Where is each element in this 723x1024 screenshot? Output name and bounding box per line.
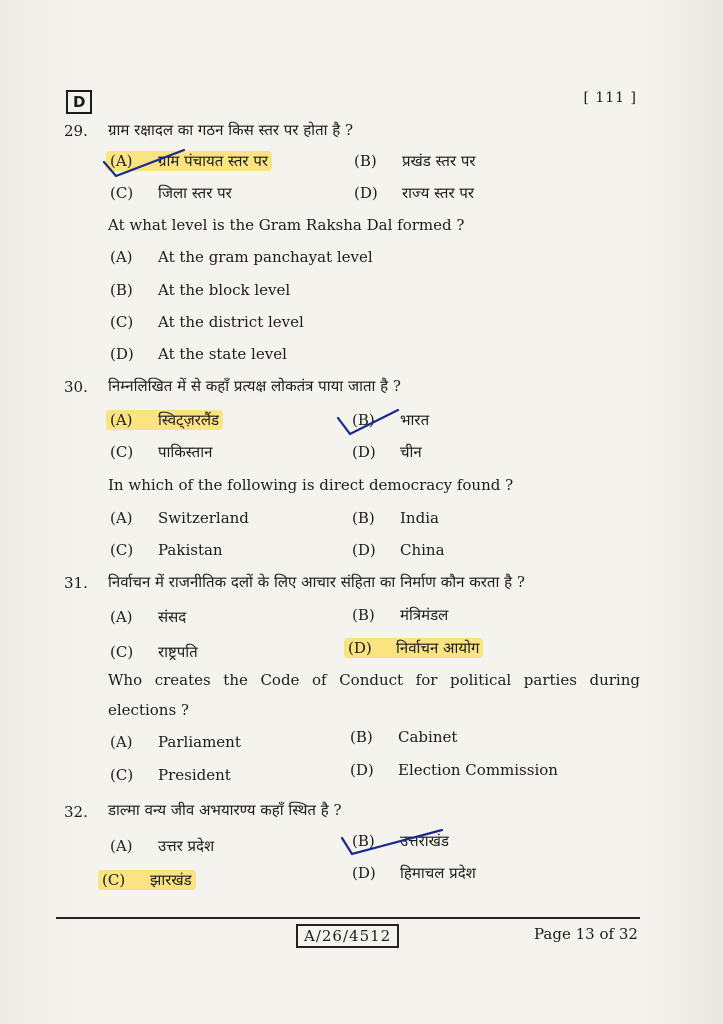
booklet-code: A/26/4512 <box>296 924 399 948</box>
q32-hindi-option-a: (A) उत्तर प्रदेश <box>110 837 215 855</box>
q29-english-option-b: (B) At the block level <box>110 281 291 299</box>
question-29-hindi: ग्राम रक्षादल का गठन किस स्तर पर होता है ? <box>108 121 354 139</box>
q29-hindi-option-c: (C) जिला स्तर पर <box>110 184 232 202</box>
q29-english-option-a: (A) At the gram panchayat level <box>110 248 373 266</box>
question-29-number: 29. <box>64 122 88 140</box>
q29-hindi-option-d: (D) राज्य स्तर पर <box>354 184 475 202</box>
q32-hindi-option-d: (D) हिमाचल प्रदेश <box>352 864 476 882</box>
question-31-english: Who creates the Code of Conduct for political parties during elections ? <box>108 671 640 719</box>
q30-english-option-d: (D) China <box>352 541 445 559</box>
q30-english-option-b: (B) India <box>352 509 439 527</box>
question-30-hindi: निम्नलिखित में से कहाँ प्रत्यक्ष लोकतंत्र पाया जाता है ? <box>108 377 401 395</box>
q29-hindi-option-b: (B) प्रखंड स्तर पर <box>354 152 476 170</box>
q32-hindi-option-c: (C) झारखंड <box>98 870 196 890</box>
question-30-english: In which of the following is direct democracy found ? <box>108 476 514 494</box>
question-31-number: 31. <box>64 574 88 592</box>
tick-mark-icon <box>338 824 448 860</box>
q30-hindi-option-a: (A) स्विट्ज़रलैंड <box>106 410 223 430</box>
q31-english-option-d: (D) Election Commission <box>350 761 558 779</box>
question-30-number: 30. <box>64 378 88 396</box>
series-box: D <box>66 90 92 114</box>
question-29-english: At what level is the Gram Raksha Dal formed ? <box>108 216 465 234</box>
q31-hindi-option-c: (C) राष्ट्रपति <box>110 643 198 661</box>
tick-mark-icon <box>334 404 404 440</box>
q29-english-option-c: (C) At the district level <box>110 313 304 331</box>
q31-hindi-option-b: (B) मंत्रिमंडल <box>352 606 449 624</box>
tick-mark-icon <box>100 146 190 182</box>
q31-english-option-a: (A) Parliament <box>110 733 241 751</box>
q30-hindi-option-d: (D) चीन <box>352 443 422 461</box>
page-number: Page 13 of 32 <box>534 925 638 943</box>
footer-divider <box>56 917 640 919</box>
q31-hindi-option-a: (A) संसद <box>110 608 187 626</box>
q30-english-option-a: (A) Switzerland <box>110 509 249 527</box>
q31-hindi-option-d: (D) निर्वाचन आयोग <box>344 638 483 658</box>
q29-hindi-option-a: (A) ग्राम पंचायत स्तर पर <box>106 151 272 171</box>
question-32-hindi: डाल्मा वन्य जीव अभयारण्य कहाँ स्थित है ? <box>108 801 342 819</box>
q32-hindi-option-b: (B) उत्तराखंड <box>352 832 449 850</box>
page-code: [ 111 ] <box>583 90 637 106</box>
q31-english-option-b: (B) Cabinet <box>350 728 458 746</box>
question-32-number: 32. <box>64 803 88 821</box>
q29-english-option-d: (D) At the state level <box>110 345 287 363</box>
q30-english-option-c: (C) Pakistan <box>110 541 223 559</box>
q30-hindi-option-c: (C) पाकिस्तान <box>110 443 213 461</box>
q31-english-option-c: (C) President <box>110 766 231 784</box>
question-31-hindi: निर्वाचन में राजनीतिक दलों के लिए आचार संहिता का निर्माण कौन करता है ? <box>108 573 525 591</box>
q30-hindi-option-b: (B) भारत <box>352 411 430 429</box>
